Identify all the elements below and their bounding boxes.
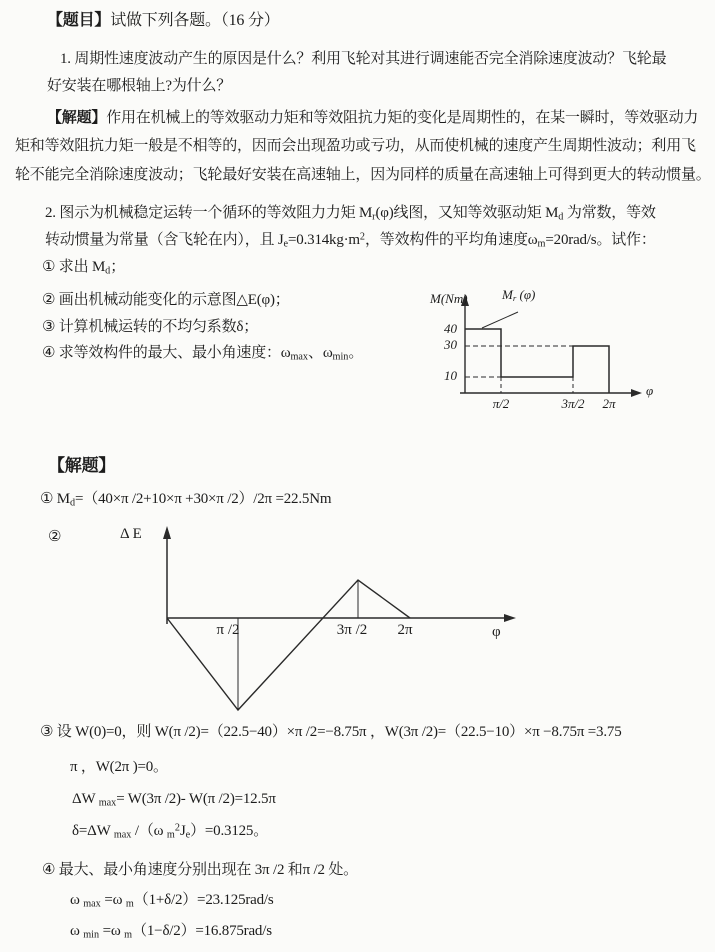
question-2-line-1: 2. 图示为机械稳定运转一个循环的等效阻力力矩 $M_r(\varphi)$线图，又知等效驱动矩 $M_d$ 为常数，等效 xyxy=(45,205,656,223)
fig1-curve-label: $M_r$ (φ) xyxy=(502,287,536,304)
x-axis-arrow-icon xyxy=(631,389,642,397)
fig2-x-axis-label: φ xyxy=(492,624,501,640)
delta-e-figure-canvas xyxy=(100,518,540,723)
fig2-x-tick-2pi: 2π xyxy=(397,622,413,638)
fig1-x-axis-label: φ xyxy=(646,383,654,398)
fig2-x-tick-3pi2: 3π /2 xyxy=(336,622,368,638)
fig1-y-tick-40: 40 xyxy=(444,321,457,336)
curve-label-pointer xyxy=(482,312,518,328)
solution-item-2-marker: ② xyxy=(48,529,62,545)
question-1-line-1: 1. 周期性速度波动产生的原因是什么？利用飞轮对其进行调速能否完全消除速度波动？飞轮最 xyxy=(60,51,667,67)
fig2-x-tick-pi2: π /2 xyxy=(216,622,240,638)
solution-item-1: ① $M_d=(40\times\pi$ /2+10×π +30×π /2）/2π =22.5Nm xyxy=(40,491,332,509)
fig1-x-tick-3pi2: 3π/2 xyxy=(561,396,585,411)
fig1-y-axis-label: M(Nm) xyxy=(430,291,468,306)
mr-step-curve xyxy=(465,329,609,393)
answer-1-line-3: 轮不能完全消除速度波动；飞轮最好安装在高速轴上，因为同样的质量在高速轴上可得到更大的转动惯量。 xyxy=(15,167,711,183)
answer-1-line-2: 矩和等效阻抗力矩一般是不相等的，因而会出现盈功或亏功，从而使机械的速度产生周期性波动；利用飞 xyxy=(15,138,696,154)
mr-phi-figure xyxy=(430,288,702,413)
fig1-y-tick-30: 30 xyxy=(444,337,457,352)
question-2-item-2: ② 画出机械动能变化的示意图△E(φ)； xyxy=(42,292,290,308)
fig1-y-tick-10: 10 xyxy=(444,368,457,383)
fig1-x-tick-pi2: π/2 xyxy=(492,396,510,411)
delta-e-figure xyxy=(100,518,540,723)
mr-phi-figure-canvas xyxy=(430,288,702,413)
solution-item-3-line-3: ΔW $_{max}$= W(3π /2)- W(π /2)=12.5π xyxy=(72,791,276,809)
solution-item-4-line-2: ω $_{max}$ =ω $_m$（1+δ/2）=23.125rad/s xyxy=(70,892,274,910)
delta-e-curve xyxy=(167,580,413,710)
answer-1-line-1: 【解题】作用在机械上的等效驱动力矩和等效阻抗力矩的变化是周期性的，在某一瞬时，等效驱动力 xyxy=(47,110,699,126)
solution-heading: 【解题】 xyxy=(48,456,116,475)
solution-item-4-line-3: ω $_{min}$ =ω $_m$（1−δ/2）=16.875rad/s xyxy=(70,923,272,941)
solution-item-3-line-2: π ，W(2π )=0。 xyxy=(70,759,168,775)
solution-item-4-line-1: ④ 最大、最小角速度分别出现在 3π /2 和π /2 处。 xyxy=(42,862,358,878)
question-2-line-2: 转动惯量为常量（含飞轮在内），且 $J_e=0.314kg\cdot m^2$，等效构件的平均角速度$\omega_m=20rad/s$。试作： xyxy=(45,231,656,250)
question-1-line-2: 好安装在哪根轴上?为什么？ xyxy=(47,78,232,94)
question-2-item-1: ① 求出 $M_d$； xyxy=(42,259,125,277)
x-axis-arrow-icon xyxy=(504,614,516,622)
question-2-item-4: ④ 求等效构件的最大、最小角速度：$\omega_{max}$、$\omega_{min}$。 xyxy=(42,345,364,363)
solution-item-3-line-4: δ=ΔW $_{max}$ /（ω $_m^2J_e)=0.3125$。 xyxy=(72,822,269,841)
fig2-y-axis-label: Δ E xyxy=(120,526,142,542)
question-2-item-3: ③ 计算机械运转的不均匀系数δ； xyxy=(42,319,259,335)
fig1-x-tick-2pi: 2π xyxy=(602,396,616,411)
y-axis-arrow-icon xyxy=(163,526,171,539)
problem-title: 【题目】试做下列各题。（16 分） xyxy=(47,12,280,29)
solution-item-3-line-1: ③ 设 W(0)=0，则 W(π /2)=（22.5−40）×π /2=−8.75π ，W(3π /2)=（22.5−10）×π −8.75π =3.75 xyxy=(40,724,622,740)
